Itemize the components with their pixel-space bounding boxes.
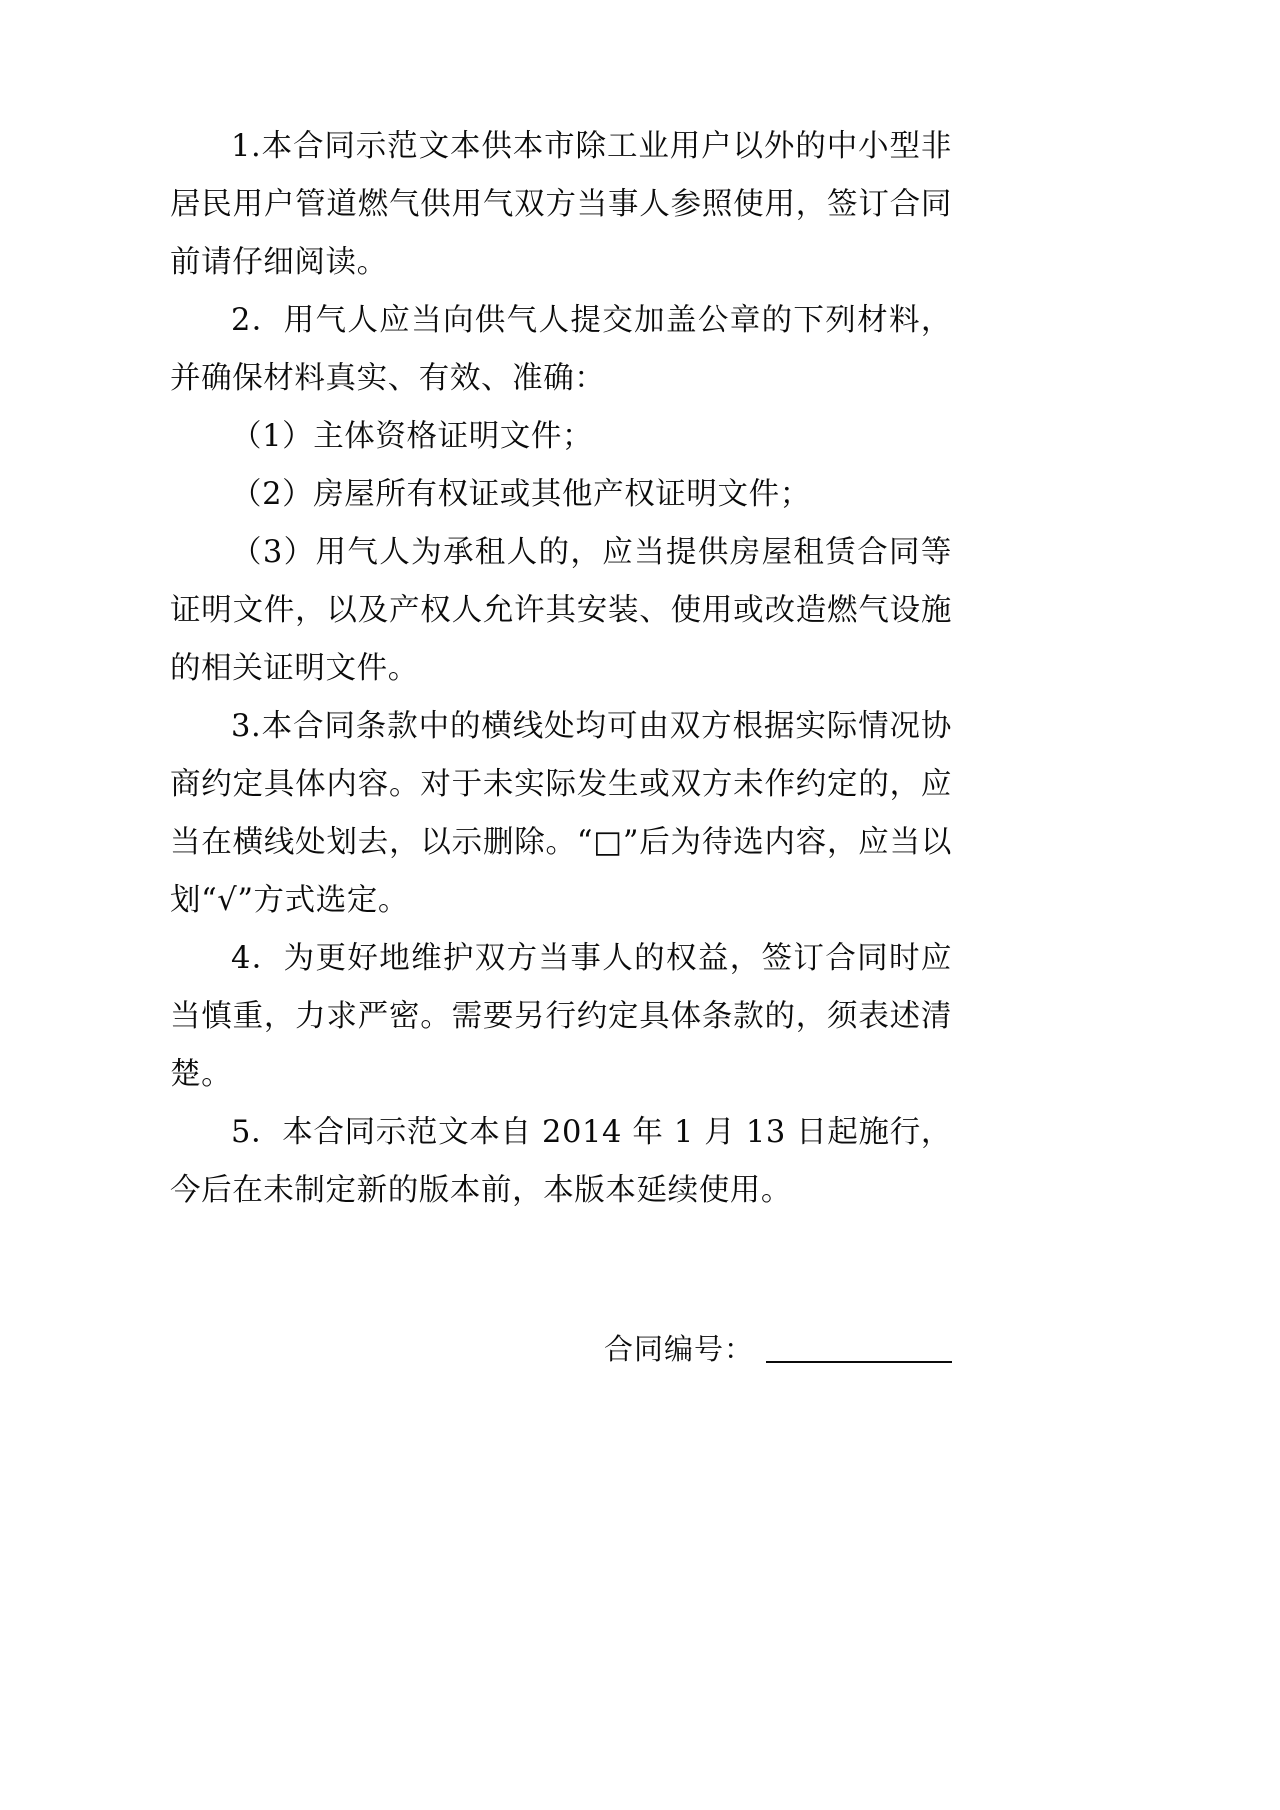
note-subitem-2: （2）房屋所有权证或其他产权证明文件；: [231, 477, 811, 512]
note-item-3: 3.本合同条款中的横线处均可由双方根据实际情况协商约定具体内容。对于未实际发生或双方未作约定的，应当在横线处划去，以示删除。“□”后为待选内容，应当以划“√”方式选定。: [170, 709, 952, 918]
contract-number-blank[interactable]: [766, 1360, 952, 1363]
note-item-5: 5．本合同示范文本自 2014 年 1 月 13 日起施行，今后在未制定新的版本前，本版本延续使用。: [170, 1115, 952, 1208]
contract-number-label: 合同编号：: [603, 1334, 754, 1366]
note-item-4: 4．为更好地维护双方当事人的权益，签订合同时应当慎重，力求严密。需要另行约定具体条款的，须表述清楚。: [170, 941, 952, 1092]
note-item-1: 1.本合同示范文本供本市除工业用户以外的中小型非居民用户管道燃气供用气双方当事人参照使用，签订合同前请仔细阅读。: [170, 129, 952, 280]
note-item-2: 2．用气人应当向供气人提交加盖公章的下列材料，并确保材料真实、有效、准确：: [170, 303, 952, 396]
contract-number-row: [170, 1330, 952, 1370]
note-subitem-1: （1）主体资格证明文件；: [231, 419, 594, 454]
instructions-body: [170, 118, 952, 1220]
note-subitem-3: （3）用气人为承租人的，应当提供房屋租赁合同等证明文件，以及产权人允许其安装、使用或改造燃气设施的相关证明文件。: [170, 535, 952, 686]
